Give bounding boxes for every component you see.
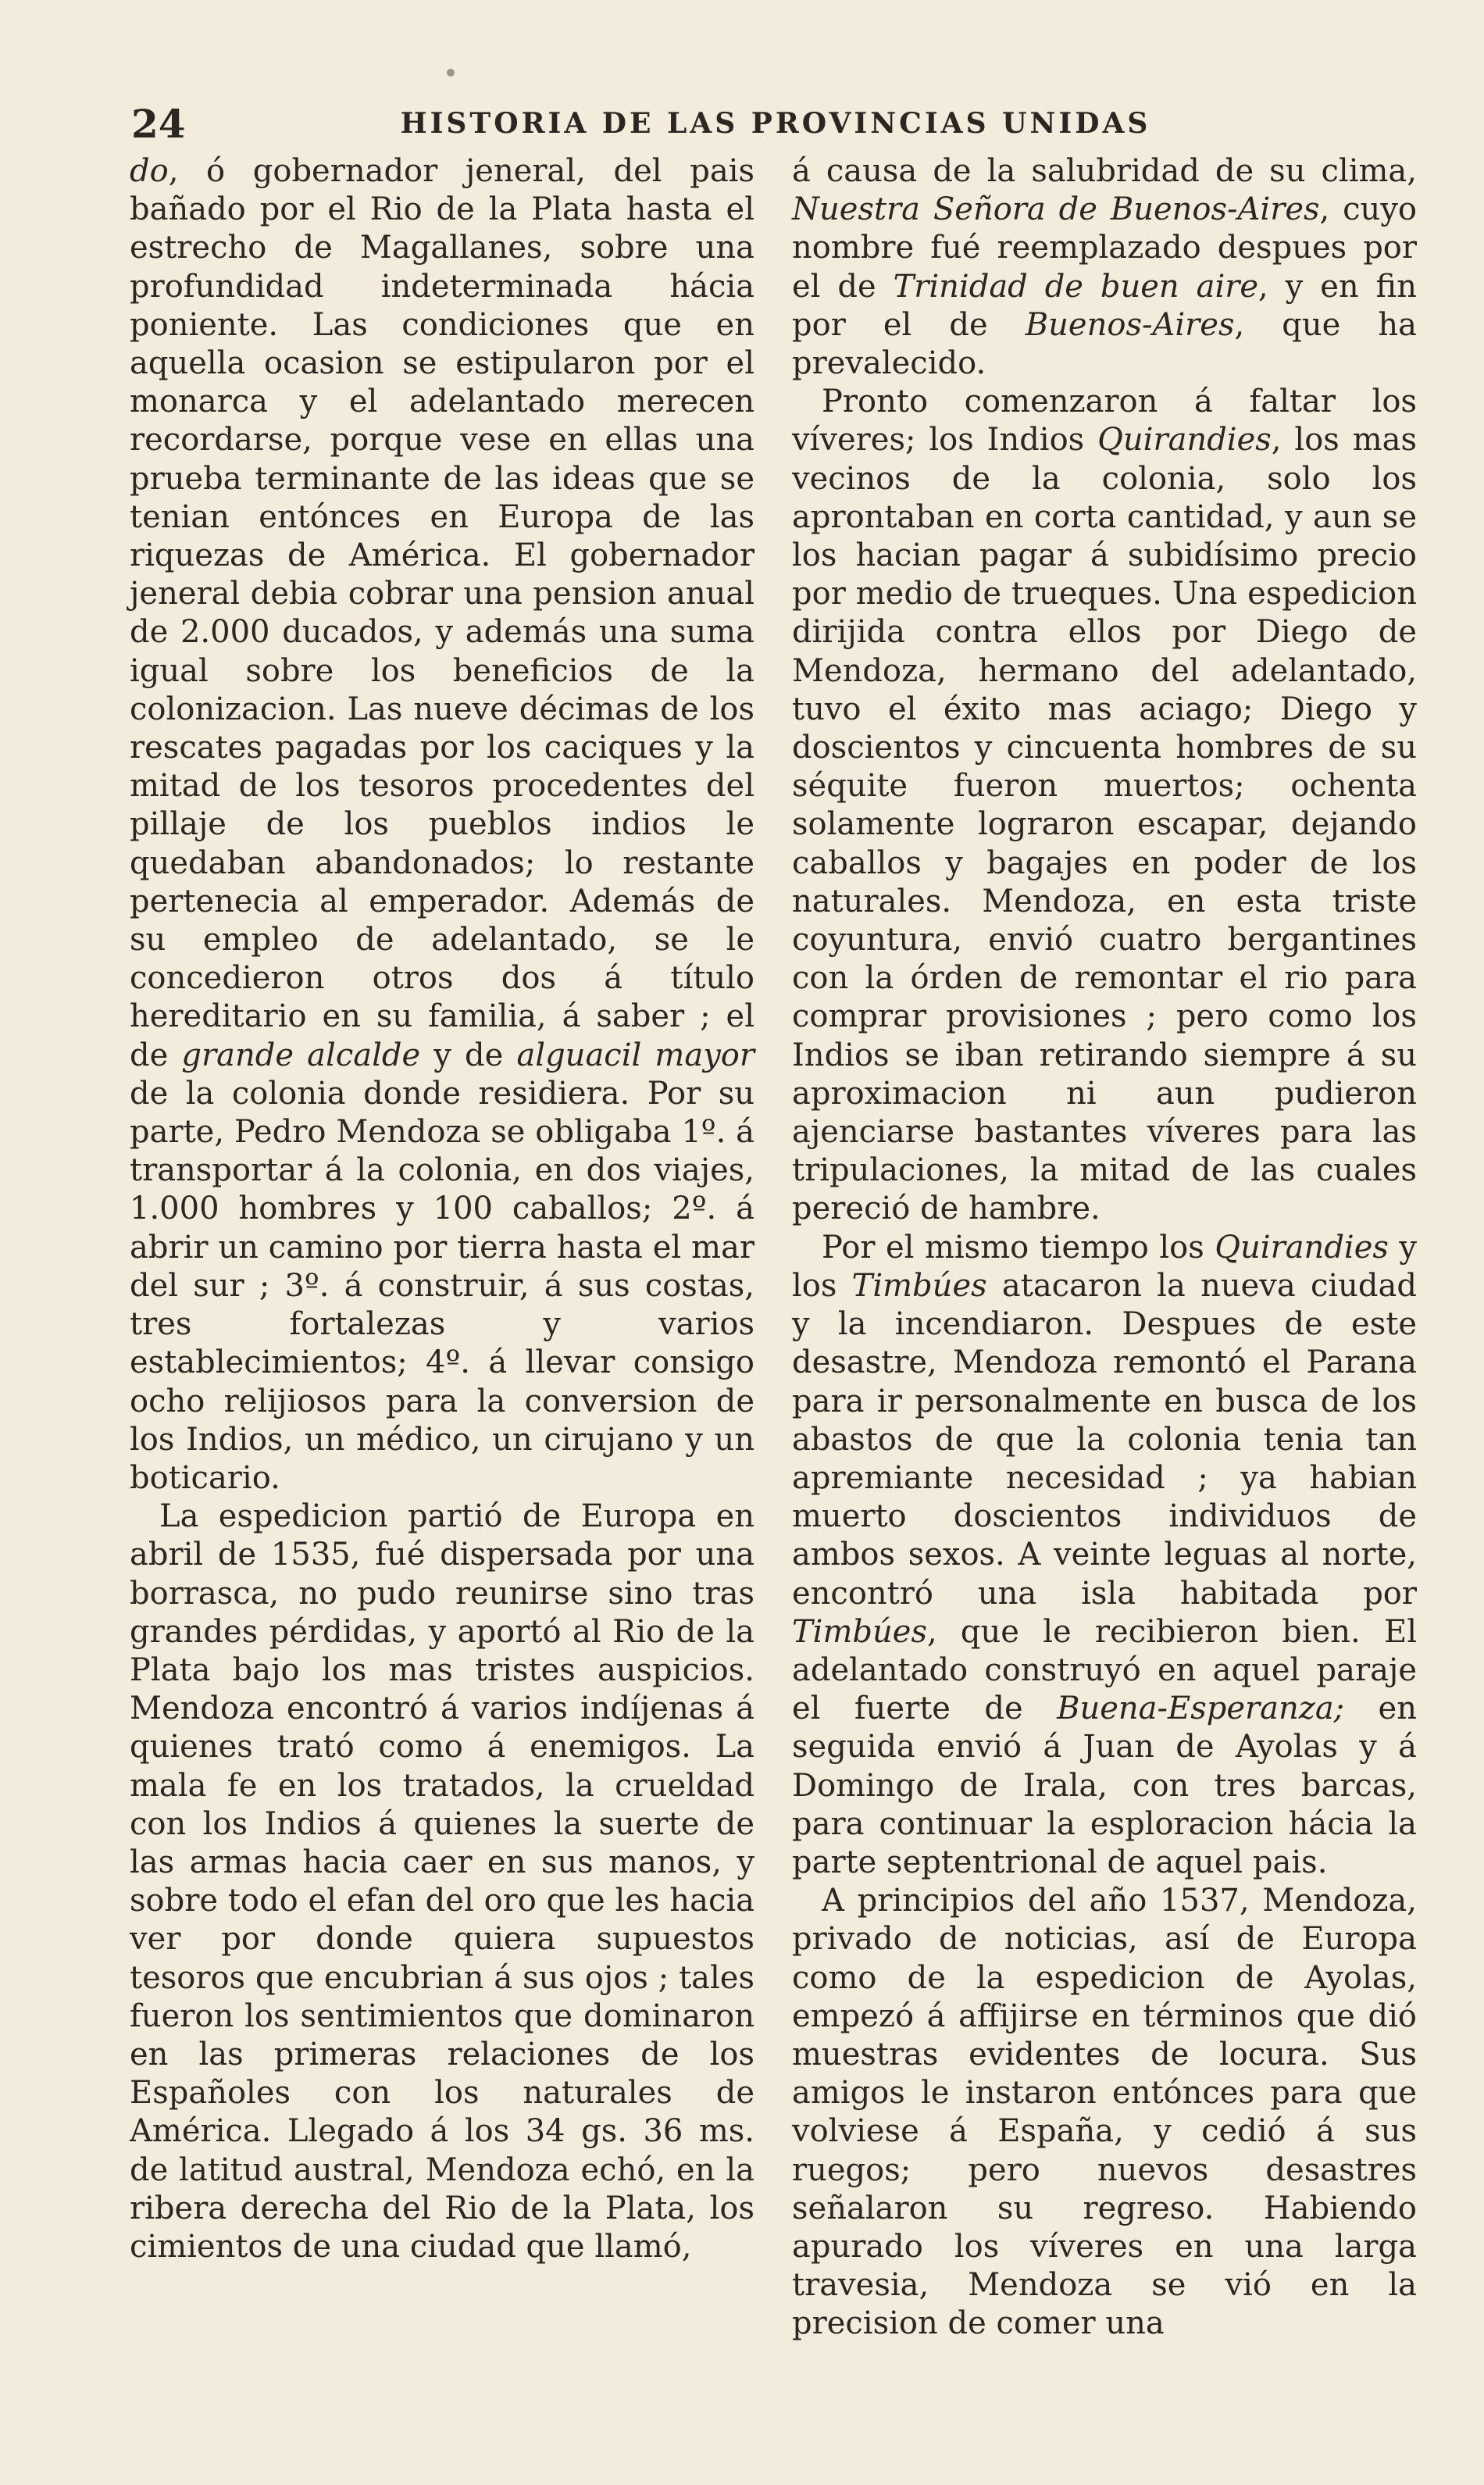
italic-term: Timbúes xyxy=(851,1267,987,1304)
text-run: atacaron la nueva ciudad y la incendiaron. Despues de este desastre, Mendoza remontó el Parana para ir personalmente en busca de los abastos de que la colonia tenia tan apremiante necesidad ; ya habian muerto doscientos individuos de ambos sexos. A veinte leguas al norte, encontró una isla habitada por xyxy=(792,1267,1417,1612)
paragraph xyxy=(792,152,1417,383)
text-run: de la colonia donde residiera. Por su parte, Pedro Mendoza se obligaba 1º. á transportar á la colonia, en dos viajes, 1.000 hombres y 100 caballos; 2º. á abrir un camino por tierra hasta el mar del sur ; 3º. á construir, á sus costas, tres fortalezas y varios establecimientos; 4º. á llevar consigo ocho relijiosos para la conversion de los Indios, un médico, un cirujano y un boticario. xyxy=(130,1075,754,1496)
text-run: y de xyxy=(420,1037,517,1073)
text-run: , los mas vecinos de la colonia, solo los aprontaban en corta cantidad, y aun se los hacian pagar á subidísimo precio por medio de trueques. Una espedicion dirijida contra ellos por Diego de Mendoza, hermano del adelantado, tuvo el éxito mas aciago; Diego y doscientos y cincuenta hombres de su séquite fueron muertos; ochenta solamente lograron escapar, dejando caballos y bagajes en poder de los naturales. Mendoza, en esta triste coyuntura, envió cuatro bergantines con la órden de remontar el rio para comprar provisiones ; pero como los Indios se iban retirando siempre á su aproximacion ni aun pudieron ajenciarse bastantes víveres para las tripulaciones, la mitad de las cuales pereció de hambre. xyxy=(792,422,1417,1227)
ink-speck xyxy=(447,69,455,77)
italic-term: Trinidad de buen aire xyxy=(893,268,1259,305)
italic-term: alguacil mayor xyxy=(516,1037,754,1073)
paragraph: A principios del año 1537, Mendoza, privado de noticias, así de Europa como de la espedicion de Ayolas, empezó á affijirse en términos que dió muestras evidentes de locura. Sus amigos le instaron entónces para que volviese á España, y cedió á sus ruegos; pero nuevos desastres señalaron su regreso. Habiendo apurado los víveres en una larga travesia, Mendoza se vió en la precision de comer una xyxy=(792,1883,1417,2342)
text-run: , que le recibieron bien. El adelantado construyó en aquel paraje el fuerte de xyxy=(792,1613,1417,1727)
italic-term: Timbúes xyxy=(792,1613,927,1650)
text-run: y los xyxy=(792,1229,1418,1304)
text-run: , y en fin por el de xyxy=(792,268,1417,343)
page-number: 24 xyxy=(131,100,186,147)
running-title: HISTORIA DE LAS PROVINCIAS UNIDAS xyxy=(400,107,1151,140)
italic-term: Buenos-Aires xyxy=(1025,306,1235,343)
text-run: , cuyo nombre fué reemplazado despues por el de xyxy=(792,191,1417,305)
italic-term: Quirandies xyxy=(1097,422,1272,459)
italic-term: Buena-Esperanza; xyxy=(1057,1691,1345,1727)
right-column xyxy=(792,152,1417,2344)
paragraph xyxy=(792,1229,1417,1882)
text-run: , que ha prevalecido. xyxy=(792,306,1417,382)
paragraph xyxy=(130,152,754,1498)
italic-term: grande alcalde xyxy=(181,1037,421,1073)
text-run: á causa de la salubridad de su clima, xyxy=(792,153,1417,189)
paragraph xyxy=(792,383,1417,1228)
text-run: , ó gobernador jeneral, del pais bañado por el Rio de la Plata hasta el estrecho de Magallanes, sobre una profundidad indeterminada hácia poniente. Las condiciones que en aquella ocasion se estipularon por el monarca y el adelantado merecen recordarse, porque vese en ellas una prueba terminante de las ideas que se tenian entónces en Europa de las riquezas de América. El gobernador jeneral debia cobrar una pension anual de 2.000 ducados, y además una suma igual sobre los beneficios de la colonizacion. Las nueve décimas de los rescates pagadas por los caciques y la mitad de los tesoros procedentes del pillaje de los pueblos indios le quedaban abandonados; lo restante pertenecia al emperador. Además de su empleo de adelantado, se le concedieron otros dos á título hereditario en su familia, á saber ; el de xyxy=(130,153,754,1073)
text-run: Pronto comenzaron á faltar los víveres; los Indios xyxy=(792,384,1417,459)
text-run: Por el mismo tiempo los xyxy=(822,1229,1215,1266)
paragraph: La espedicion partió de Europa en abril de 1535, fué dispersada por una borrasca, no pudo reunirse sino tras grandes pérdidas, y aportó al Rio de la Plata bajo los mas tristes auspicios. Mendoza encontró á varios indíjenas á quienes trató como á enemigos. La mala fe en los tratados, la crueldad con los Indios á quienes la suerte de las armas hacia caer en sus manos, y sobre todo el efan del oro que les hacia ver por donde quiera supuestos tesoros que encubrian á sus ojos ; tales fueron los sentimientos que dominaron en las primeras relaciones de los Españoles con los naturales de América. Llegado á los 34 gs. 36 ms. de latitud austral, Mendoza echó, en la ribera derecha del Rio de la Plata, los cimientos de una ciudad que llamó, xyxy=(130,1498,754,2265)
italic-term: Nuestra Señora de Buenos-Aires xyxy=(792,191,1320,228)
page-header xyxy=(131,92,1420,155)
italic-term: Quirandies xyxy=(1215,1229,1389,1266)
italic-term: do xyxy=(130,153,169,189)
text-run: en seguida envió á Juan de Ayolas y á Domingo de Irala, con tres barcas, para continuar la esploracion hácia la parte septentrional de aquel pais. xyxy=(792,1691,1417,1880)
left-column xyxy=(130,152,754,2266)
